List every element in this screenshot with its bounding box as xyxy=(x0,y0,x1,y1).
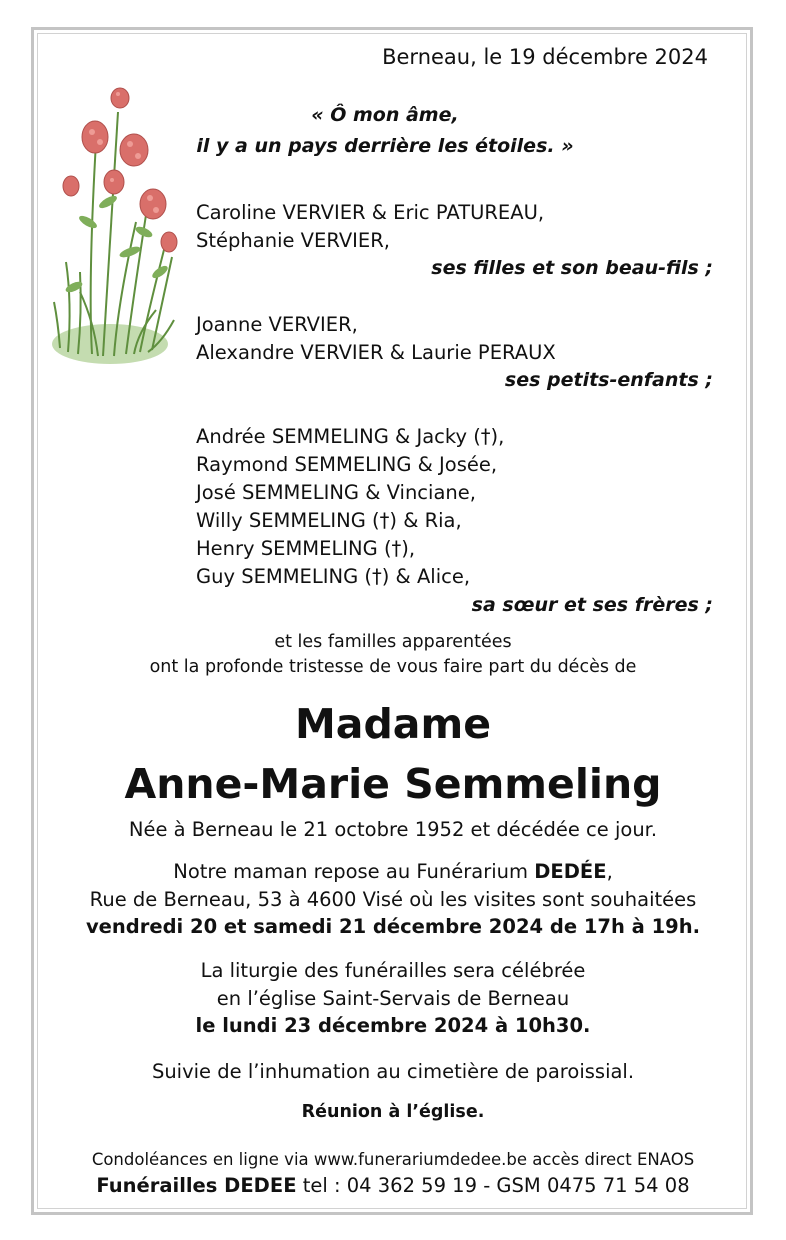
announcement-line-1: et les familles apparentées xyxy=(274,632,512,652)
contact-line xyxy=(0,1174,786,1197)
announcement-line-2: ont la profonde tristesse de vous faire part du décès de xyxy=(149,657,637,677)
relation-label: ses filles et son beau-fils ; xyxy=(431,257,713,279)
date-line: Berneau, le 19 décembre 2024 xyxy=(382,45,708,69)
family-name: Raymond SEMMELING & Josée, xyxy=(196,453,498,476)
family-name: Willy SEMMELING (†) & Ria, xyxy=(196,509,462,532)
visitation-dates: vendredi 20 et samedi 21 décembre 2024 de 17h à 19h. xyxy=(85,915,701,938)
family-name: Guy SEMMELING (†) & Alice, xyxy=(196,565,471,588)
relation-label: ses petits-enfants ; xyxy=(504,369,713,391)
funeral-home-name: DEDÉE xyxy=(534,860,607,883)
deceased-title: Madame xyxy=(294,700,491,748)
family-name: Henry SEMMELING (†), xyxy=(196,537,416,560)
family-name: Alexandre VERVIER & Laurie PERAUX xyxy=(196,341,556,364)
quote-line-1: « Ô mon âme, xyxy=(311,104,459,126)
liturgy-line-1: La liturgie des funérailles sera célébrée xyxy=(200,959,586,982)
birth-line: Née à Berneau le 21 octobre 1952 et décédée ce jour. xyxy=(128,818,658,841)
family-name: Caroline VERVIER & Eric PATUREAU, xyxy=(196,201,545,224)
liturgy-line-2: en l’église Saint-Servais de Berneau xyxy=(216,987,570,1010)
visitation-line-2: Rue de Berneau, 53 à 4600 Visé où les visites sont souhaitées xyxy=(89,888,697,911)
family-name: Joanne VERVIER, xyxy=(196,313,358,336)
family-name: Andrée SEMMELING & Jacky (†), xyxy=(196,425,505,448)
deceased-name: Anne-Marie Semmeling xyxy=(124,760,662,808)
visitation-line-1: Notre maman repose au Funérarium DEDÉE, xyxy=(173,860,613,883)
quote-line-2: il y a un pays derrière les étoiles. » xyxy=(196,135,574,157)
phone-numbers: tel : 04 362 59 19 - GSM 0475 71 54 08 xyxy=(296,1174,690,1197)
burial-line: Suivie de l’inhumation au cimetière de paroissial. xyxy=(151,1060,635,1083)
reunion-line: Réunion à l’église. xyxy=(301,1102,485,1122)
family-name: José SEMMELING & Vinciane, xyxy=(196,481,476,504)
condolences-line: Condoléances en ligne via www.funerariumdedee.be accès direct ENAOS xyxy=(91,1150,695,1169)
company-name: Funérailles DEDEE xyxy=(96,1174,297,1197)
relation-label: sa sœur et ses frères ; xyxy=(471,594,713,616)
liturgy-date: le lundi 23 décembre 2024 à 10h30. xyxy=(195,1014,591,1037)
family-name: Stéphanie VERVIER, xyxy=(196,229,390,252)
